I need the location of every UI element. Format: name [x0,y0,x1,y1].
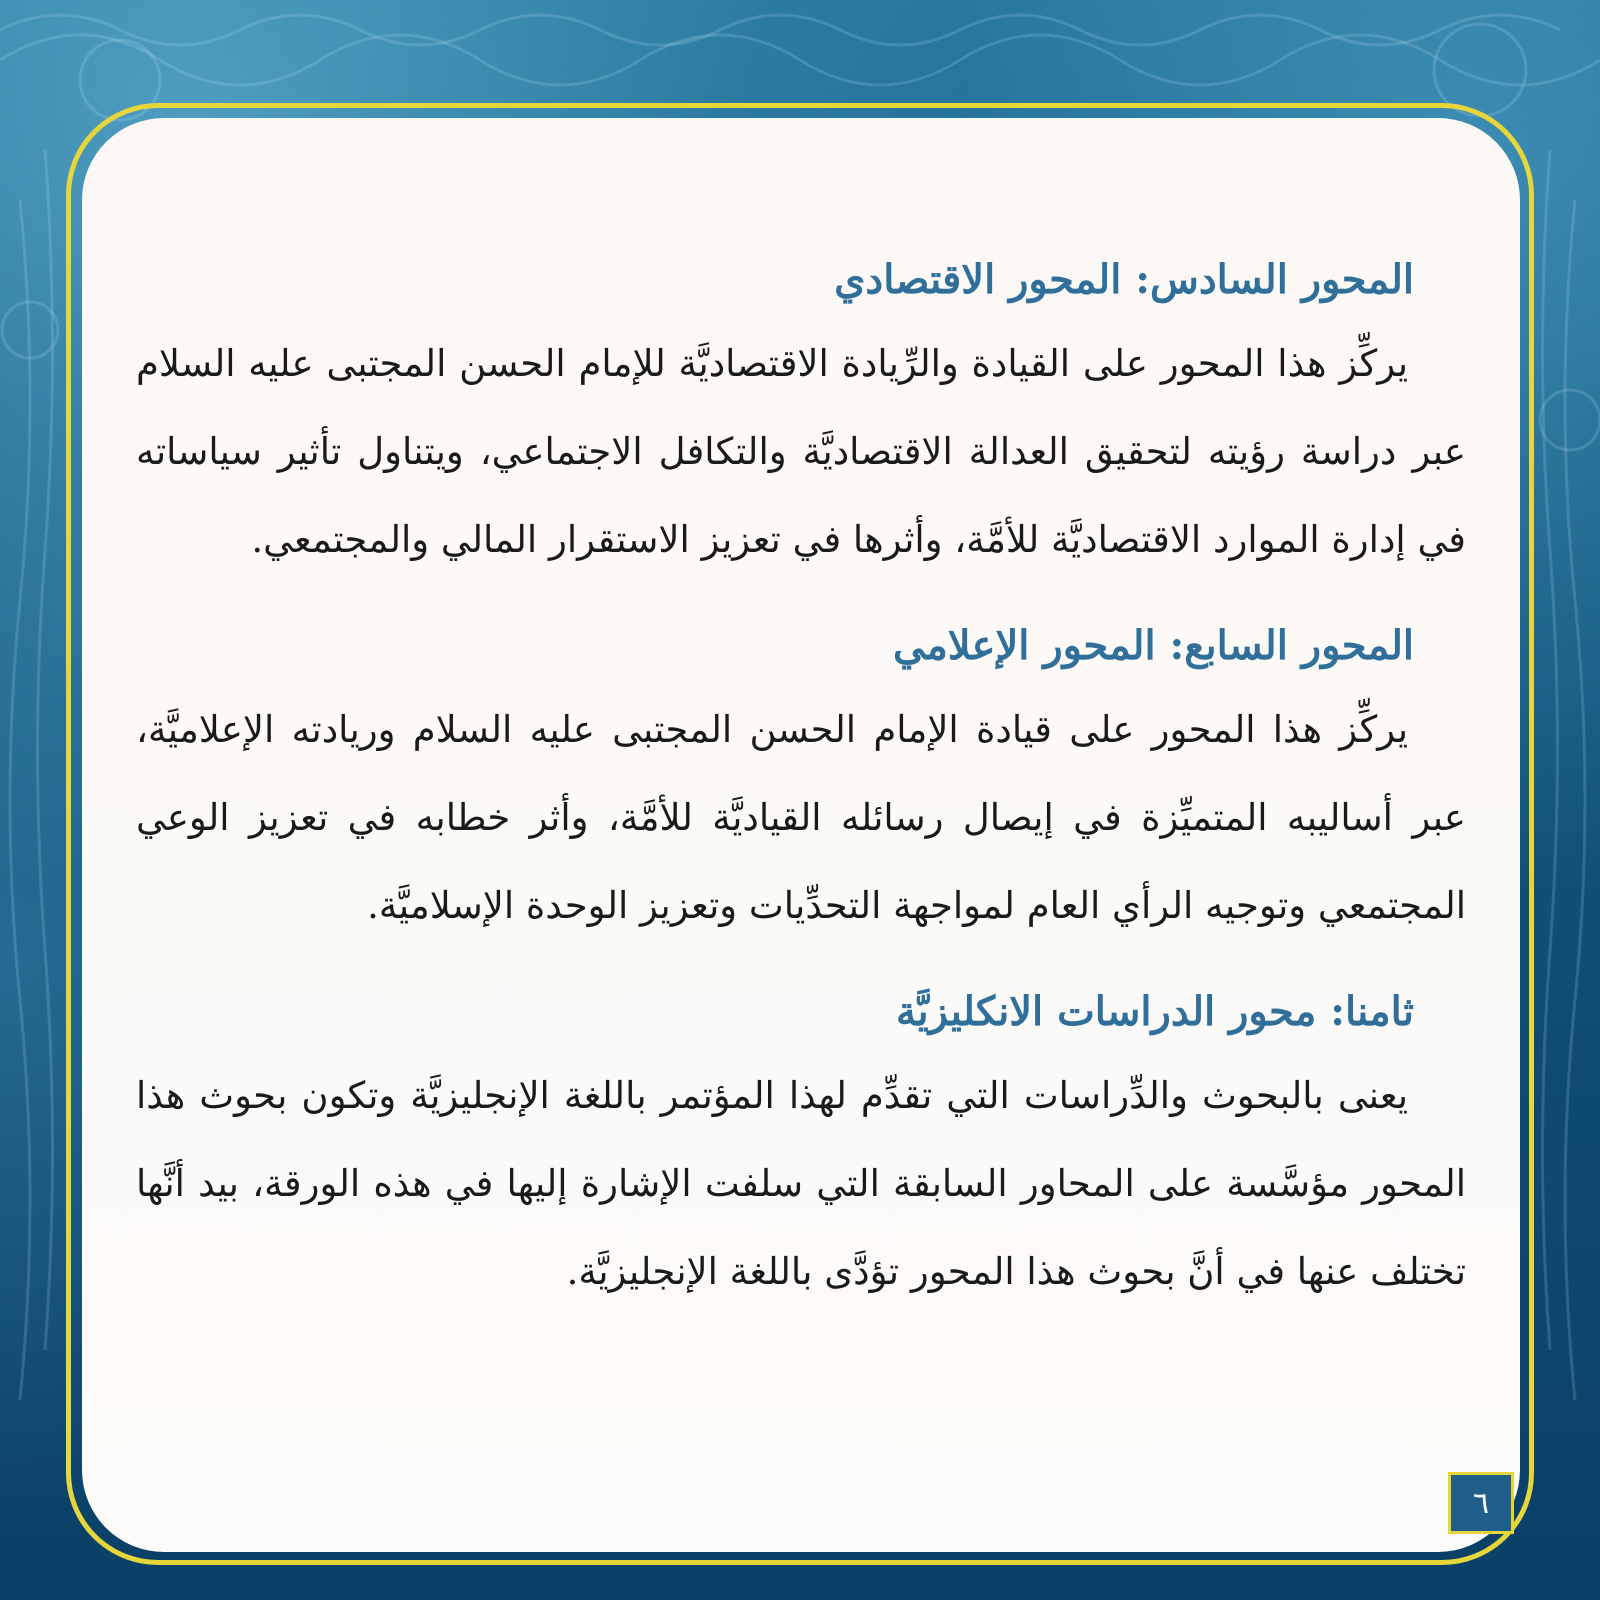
section-body-economic: يركِّز هذا المحور على القيادة والرِّيادة الاقتصاديَّة للإمام الحسن المجتبى عليه السلام عبر دراسة رؤيته لتحقيق العدالة الاقتصاديَّة والتكافل الاجتماعي، ويتناول تأثير سياساته في إدارة الموارد الاقتصاديَّة للأمَّة، وأثرها في تعزيز الاستقرار المالي والمجتمعي. [136,342,1466,561]
section-body-media: يركِّز هذا المحور على قيادة الإمام الحسن المجتبى عليه السلام وريادته الإعلاميَّة، عبر أساليبه المتميِّزة في إيصال رسائله القياديَّة للأمَّة، وأثر خطابه في تعزيز الوعي المجتمعي وتوجيه الرأي العام لمواجهة التحدِّيات وتعزيز الوحدة الإسلاميَّة. [136,708,1466,927]
document-content [136,240,1466,1338]
section-title-english-studies: ثامنا: محور الدراسات الانكليزيَّة [896,988,1414,1035]
section-title-economic: المحور السادس: المحور الاقتصادي [834,256,1414,303]
section-title-media: المحور السابع: المحور الإعلامي [892,622,1414,669]
section-body-english-studies: يعنى بالبحوث والدِّراسات التي تقدِّم لهذا المؤتمر باللغة الإنجليزيَّة وتكون بحوث هذا المحور مؤسَّسة على المحاور السابقة التي سلفت الإشارة إليها في هذه الورقة، بيد أنَّها تختلف عنها في أنَّ بحوث هذا المحور تؤدَّى باللغة الإنجليزيَّة. [136,1074,1466,1293]
page-number-badge: ٦ [1448,1472,1514,1534]
